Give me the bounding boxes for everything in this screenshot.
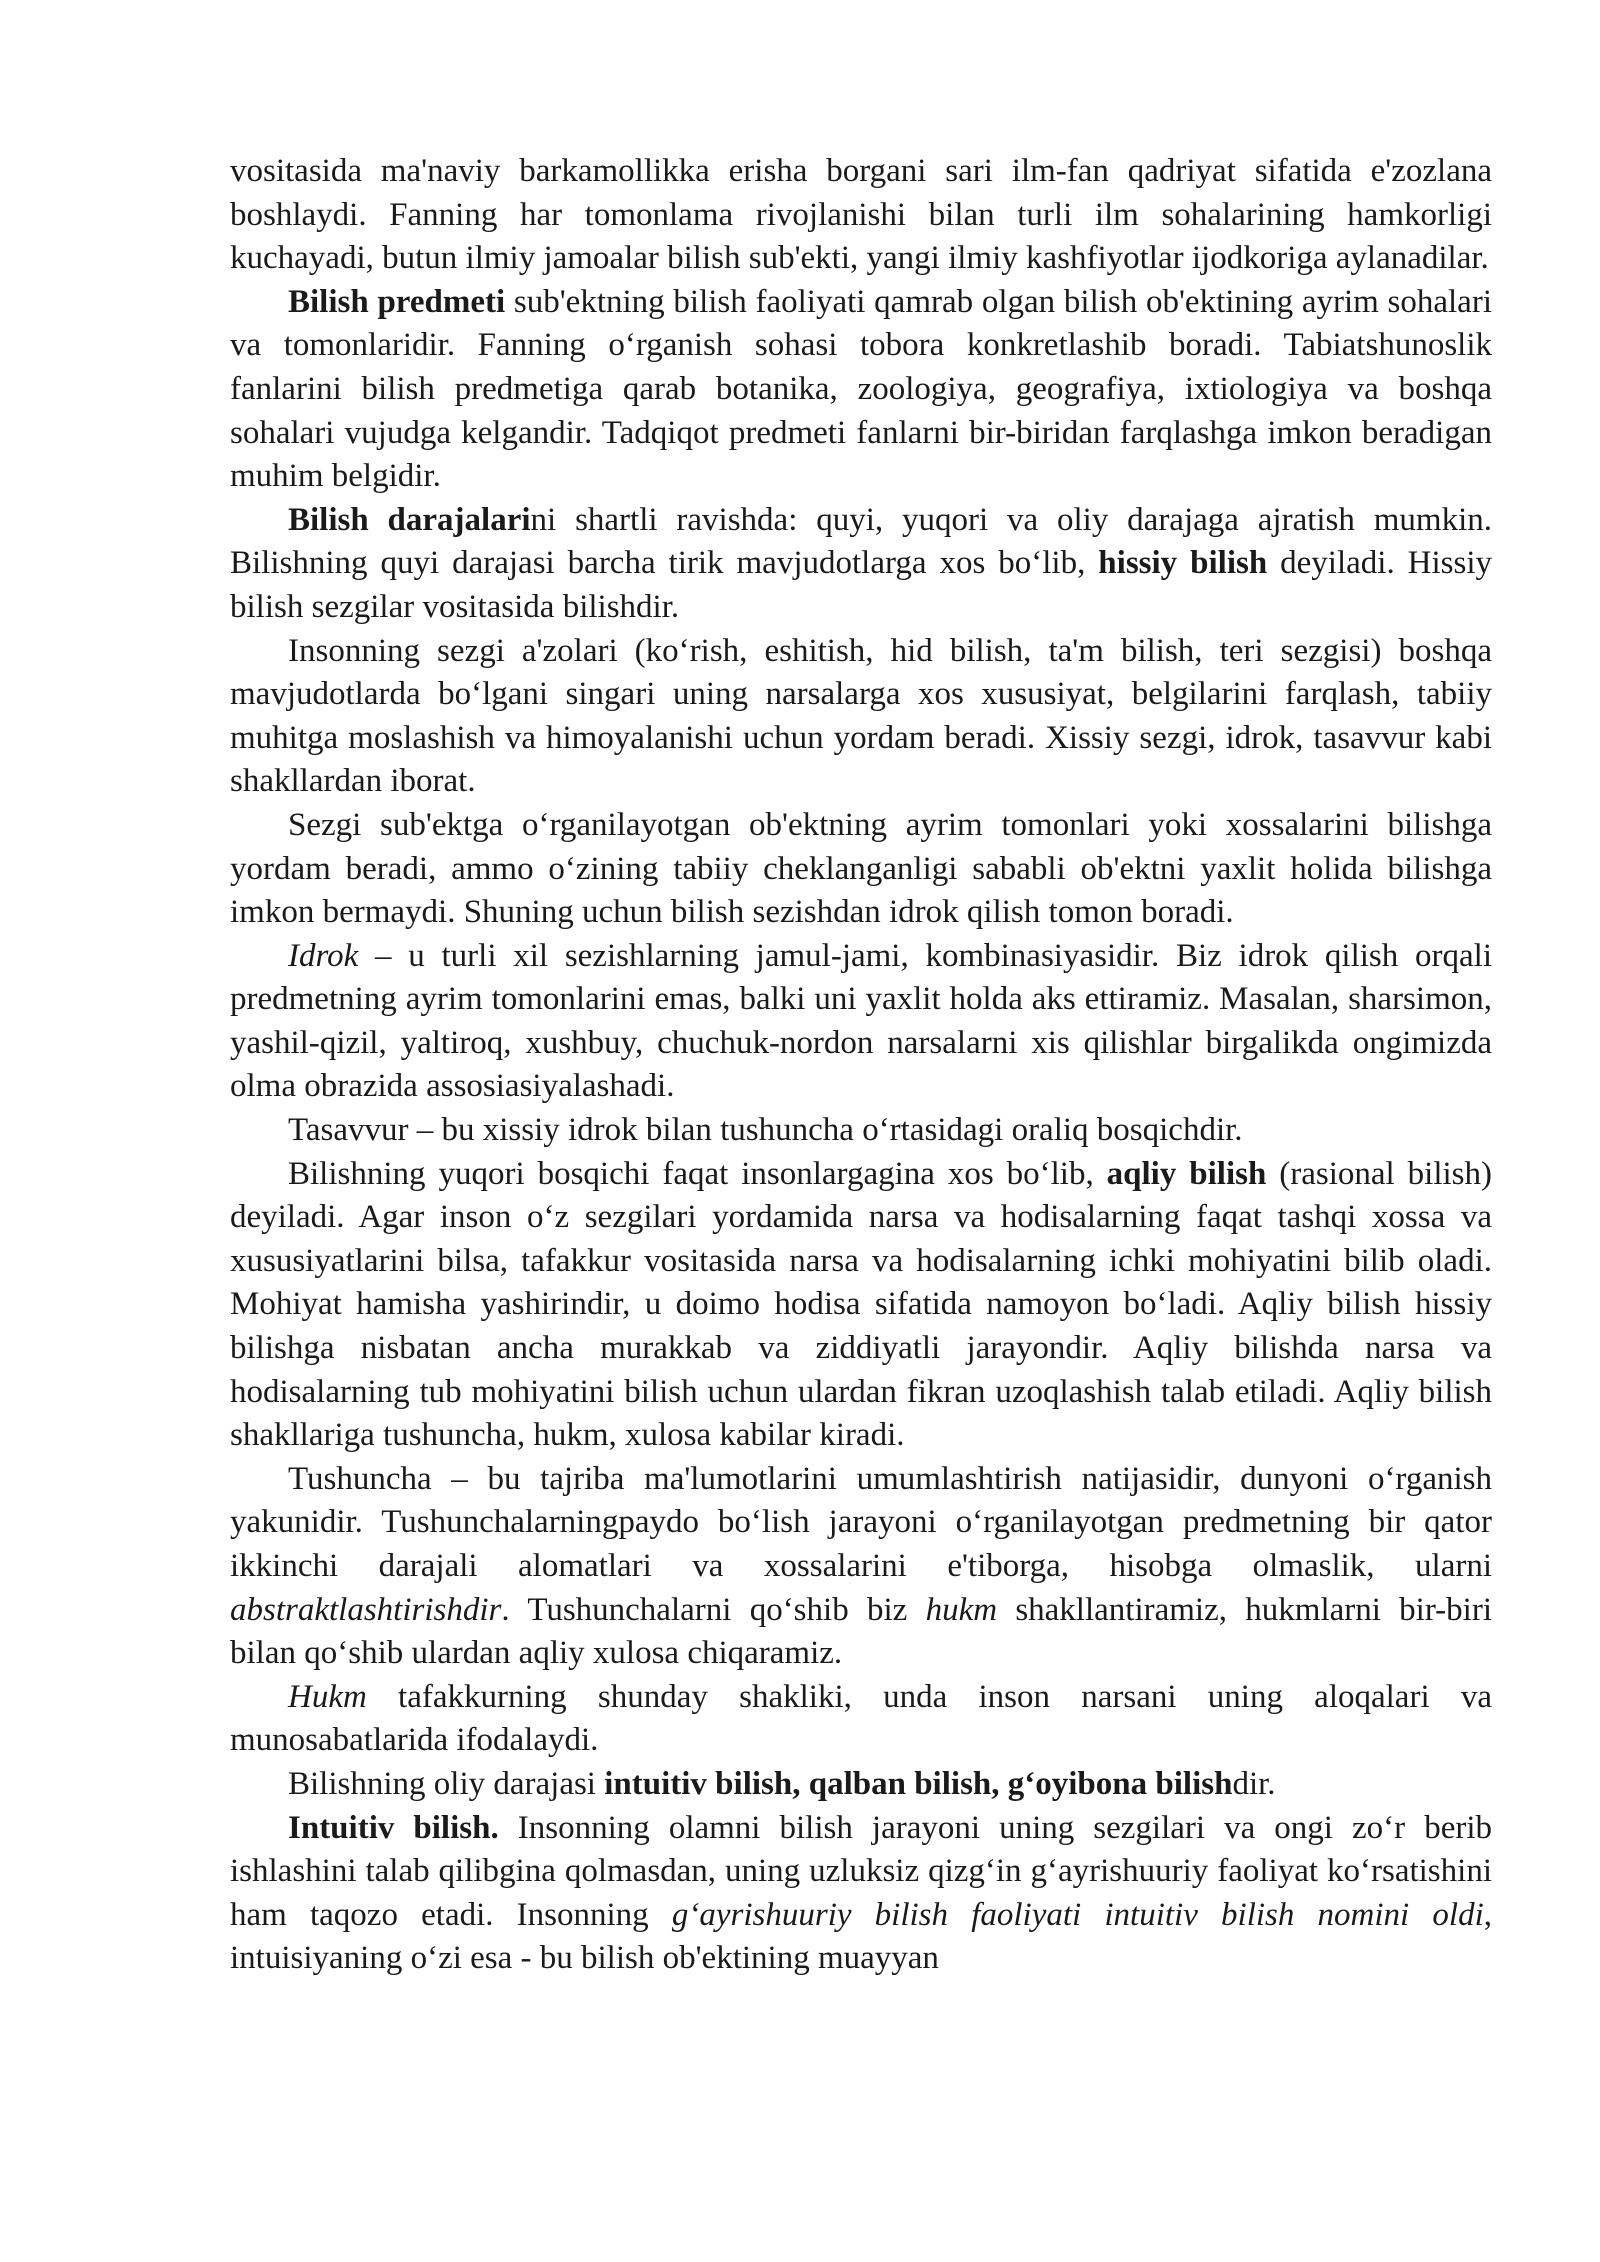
text-run: – u turli xil sezishlarning jamul-jami, kombinasiyasidir. Biz idrok qilish orqali predmetning ayrim tomonlarini emas, balki uni yaxlit holda aks ettiramiz. Masalan, sharsimon, yashil-qizil, yaltiroq, xushbuy, chuchuk-nordon narsalarni xis qilishlar birgalikda ongimizda olma obrazida assosiasiyalashadi.: [230, 937, 1492, 1105]
text-run: . Tushunchalarni qoʻshib biz: [501, 1591, 926, 1628]
text-run: (rasional bilish) deyiladi. Agar inson oʻz sezgilari yordamida narsa va hodisalarning faqat tashqi xossa va xususiyatlarini bilsa, tafakkur vositasida narsa va hodisalarning ichki mohiyatini bilib oladi. Mohiyat hamisha yashirindir, u doimo hodisa sifatida namoyon boʻladi. Aqliy bilish hissiy bilishga nisbatan ancha murakkab va ziddiyatli jarayondir. Aqliy bilishda narsa va hodisalarning tub mohiyatini bilish uchun ulardan fikran uzoqlashish talab etiladi. Aqliy bilish shakllariga tushuncha, hukm, xulosa kabilar kiradi.: [230, 1155, 1492, 1454]
paragraph-intro: [230, 150, 1492, 281]
document-page: [230, 150, 1492, 1981]
term-bold: Intuitiv bilish.: [288, 1809, 499, 1846]
text-run: shakllantiramiz, hukmlarni bir-biri bilan qoʻshib ulardan aqliy xulosa chiqaramiz.: [230, 1591, 1492, 1672]
paragraph-bilish-predmeti: [230, 281, 1492, 499]
term-bold: hissiy bilish: [1098, 545, 1268, 582]
paragraph-aqliy-bilish: [230, 1153, 1492, 1458]
paragraph-bilish-darajalari: [230, 499, 1492, 630]
paragraph-tasavvur: [230, 1109, 1492, 1153]
text-run: Tasavvur – bu xissiy idrok bilan tushuncha oʻrtasidagi oraliq bosqichdir.: [288, 1112, 1243, 1149]
text-run: deyiladi. Hissiy bilish sezgilar vositasida bilishdir.: [230, 545, 1492, 625]
paragraph-idrok: [230, 935, 1492, 1109]
text-run: Bilishning oliy darajasi: [288, 1765, 605, 1802]
text-run: Sezgi sub'ektga oʻrganilayotgan ob'ektning ayrim tomonlari yoki xossalarini bilishga yordam beradi, ammo oʻzining tabiiy cheklanganligi sababli ob'ektni yaxlit holida bilishga imkon bermaydi. Shuning uchun bilish sezishdan idrok qilish tomon boradi.: [230, 806, 1492, 931]
text-run: Insonning olamni bilish jarayoni uning sezgilari va ongi zoʻr berib ishlashini talab qilibgina qolmasdan, uning uzluksiz qizgʻin gʻayrishuuriy faoliyat koʻrsatishini ham taqozo etadi. Insonning: [230, 1809, 1492, 1933]
term-bold: Bilish predmeti: [288, 283, 506, 320]
paragraph-sezgi-azolari: [230, 630, 1492, 804]
text-run: Bilishning yuqori bosqichi faqat insonlargagina xos boʻlib,: [288, 1155, 1107, 1192]
paragraph-oliy-daraja: [230, 1763, 1492, 1807]
text-run: , intuisiyaning oʻzi esa - bu bilish ob'ektining muayyan: [230, 1896, 1492, 1977]
text-run: tafakkurning shunday shakliki, unda inson narsani uning aloqalari va munosabatlarida ifodalaydi.: [230, 1678, 1492, 1759]
term-bold: aqliy bilish: [1106, 1155, 1267, 1192]
term-italic: Hukm: [288, 1678, 367, 1715]
term-bold: intuitiv bilish, qalban bilish, gʻoyibona bilish: [604, 1765, 1233, 1802]
paragraph-hukm: [230, 1676, 1492, 1763]
term-italic: abstraktlashtirishdir: [230, 1591, 502, 1628]
paragraph-tushuncha: [230, 1458, 1492, 1676]
text-run: dir.: [1232, 1765, 1276, 1802]
term-italic: Idrok: [288, 937, 359, 974]
text-run: Insonning sezgi a'zolari (koʻrish, eshitish, hid bilish, ta'm bilish, teri sezgisi) boshqa mavjudotlarda boʻlgani singari uning narsalarga xos xususiyat, belgilarini farqlash, tabiiy muhitga moslashish va himoyalanishi uchun yordam beradi. Xissiy sezgi, idrok, tasavvur kabi shakllardan iborat.: [230, 632, 1492, 800]
term-italic: hukm: [925, 1591, 998, 1628]
paragraph-intuitiv-bilish: [230, 1807, 1492, 1981]
text-run: ni shartli ravishda: quyi, yuqori va oliy darajaga ajratish mumkin. Bilishning quyi darajasi barcha tirik mavjudotlarga xos boʻlib,: [230, 501, 1493, 582]
term-bold: Bilish darajalari: [288, 501, 531, 538]
term-italic: gʻayrishuuriy bilish faoliyati intuitiv bilish nomini oldi: [671, 1896, 1484, 1933]
text-run: Tushuncha – bu tajriba ma'lumotlarini umumlashtirish natijasidir, dunyoni oʻrganish yakunidir. Tushunchalarningpaydo boʻlish jarayoni oʻrganilayotgan predmetning bir qator ikkinchi darajali alomatlari va xossalarini e'tiborga, hisobga olmaslik, ularni: [230, 1460, 1492, 1584]
text-run: vositasida ma'naviy barkamollikka erisha borgani sari ilm-fan qadriyat sifatida e'zozlana boshlaydi. Fanning har tomonlama rivojlanishi bilan turli ilm sohalarining hamkorligi kuchayadi, butun ilmiy jamoalar bilish sub'ekti, yangi ilmiy kashfiyotlar ijodkoriga aylanadilar.: [230, 153, 1492, 277]
paragraph-sezgi: [230, 804, 1492, 935]
text-run: sub'ektning bilish faoliyati qamrab olgan bilish ob'ektining ayrim sohalari va tomonlaridir. Fanning oʻrganish sohasi tobora konkretlashib boradi. Tabiatshunoslik fanlarini bilish predmetiga qarab botanika, zoologiya, geografiya, ixtiologiya va boshqa sohalari vujudga kelgandir. Tadqiqot predmeti fanlarni bir-biridan farqlashga imkon beradigan muhim belgidir.: [230, 283, 1492, 495]
